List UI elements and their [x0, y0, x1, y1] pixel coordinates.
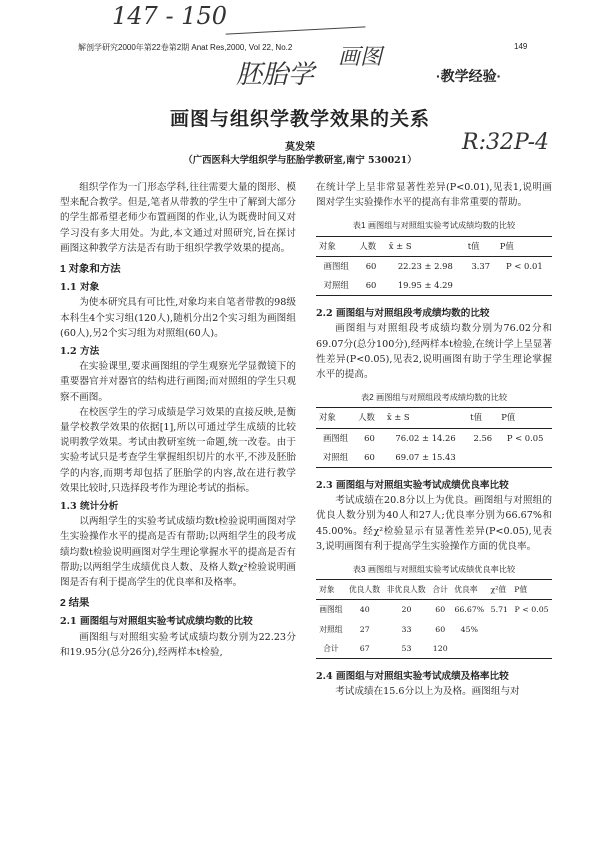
paragraph: 在实验课里,要求画图组的学生观察光学显微镜下的重要器官并对器官的结构进行画图;而对照组的学生只观察不画图。 — [60, 361, 296, 403]
table-cell — [467, 448, 498, 468]
table-cell: 76.02 ± 14.26 — [395, 432, 456, 443]
paper-title: 画图与组织学教学效果的关系 — [169, 108, 430, 130]
table-cell — [487, 620, 511, 639]
table-header: t值 — [467, 408, 498, 428]
table-header: 人数 — [355, 408, 384, 428]
table-cell: 67 — [346, 639, 384, 659]
table-header: P值 — [497, 236, 552, 256]
table-header: χ²值 — [487, 580, 511, 600]
table-header: P值 — [498, 408, 552, 428]
table-header: 优良率 — [451, 580, 487, 600]
handwritten-subject: 胚胎学 — [236, 60, 315, 90]
subsection-heading: 2.1 画图组与对照组实验考试成绩均数的比较 — [60, 616, 253, 628]
paragraph: 考试成绩在20.8分以上为优良。画图组与对照组的优良人数分别为40人和27人;优良率分别为66.67%和45.00%。经χ²检验显示有显著性差异(P<0.05),见表3,说明画图有利于提高学生实验操作方面的优良率。 — [316, 495, 552, 552]
table-cell: 20 — [401, 605, 412, 615]
table-header: 合计 — [429, 580, 451, 600]
table-cell: 2.56 — [473, 432, 493, 443]
right-column — [316, 180, 552, 699]
page-number: 149 — [514, 42, 528, 51]
subsection-heading: 2.4 画图组与对照组实验考试成绩及格率比较 — [316, 671, 509, 683]
table-cell: P < 0.01 — [506, 260, 543, 271]
table-row — [316, 276, 552, 296]
table-row — [316, 428, 552, 448]
subsection-heading: 2.2 画图组与对照组段考成绩均数的比较 — [316, 308, 490, 320]
table-cell: 53 — [384, 639, 430, 659]
table-cell: 66.67% — [454, 605, 485, 615]
table-cell: 60 — [435, 605, 446, 615]
handwritten-page-range: 147 - 150 — [112, 2, 227, 30]
table-cell — [511, 639, 552, 659]
table-cell: 60 — [355, 448, 384, 468]
paragraph: 考试成绩在15.6分以上为及格。画图组与对 — [335, 686, 520, 698]
table-cell — [498, 448, 552, 468]
table-cell: 对照组 — [316, 276, 356, 296]
subsection-heading: 1.2 方法 — [60, 346, 100, 358]
table-cell: 40 — [359, 605, 370, 615]
column-label: ·教学经验· — [436, 68, 502, 84]
handwritten-scribble — [224, 4, 365, 34]
table-row — [316, 639, 552, 659]
table-cell: 33 — [401, 624, 412, 634]
table-cell — [511, 620, 552, 639]
table-cell — [465, 276, 497, 296]
paragraph: 在统计学上呈非常显著性差异(P<0.01),见表1,说明画图对学生实验操作水平的提高有非常重要的帮助。 — [316, 182, 552, 209]
subsection-heading: 1.3 统计分析 — [60, 501, 119, 513]
table-header: 人数 — [356, 236, 385, 256]
table-cell: P < 0.05 — [506, 432, 544, 443]
paragraph: 画图组与对照组段考成绩均数分别为76.02分和69.07分(总分100分),经两样本t检验,在统计学上呈显著性差异(P<0.05),见表2,说明画图有助于学生理论掌握水平的提高。 — [316, 323, 552, 381]
table-caption: 表1 画图组与对照组实验考试成绩均数的比较 — [352, 221, 516, 231]
table-cell: P < 0.05 — [514, 605, 549, 615]
table-cell: 对照组 — [316, 448, 355, 468]
paragraph: 以两组学生的实验考试成绩均数t检验说明画图对学生实验操作水平的提高是否有帮助;以两组学生的段考成绩均数t检验说明画图对学生理论掌握水平的提高是否有帮助;以两组学生成绩优良人数、及格人数χ²检验说明画图是否有利于提高学生的优良率和及格率。 — [60, 516, 296, 589]
paragraph: 在校医学生的学习成绩是学习效果的直接反映,是衡量学校教学效果的依据[1],所以可通过学生成绩的比较说明教学效果。考试由教研室统一命题,统一改卷。由于实验考试只是考查学生掌握组织切片的水平,不涉及胚胎学的内容,而期考却包括了胚胎学的内容,故在进行教学效果比较时,只选择段考作为理论考试的指标。 — [60, 406, 296, 494]
table-cell: 3.37 — [471, 260, 491, 271]
handwritten-keyword: 画图 — [338, 45, 383, 70]
table-cell: 60 — [365, 260, 377, 271]
table-header: t值 — [465, 236, 497, 256]
table-header: P值 — [511, 580, 552, 600]
table-cell: 69.07 ± 15.43 — [384, 448, 467, 468]
table-header: x̄ ± S — [386, 236, 465, 256]
table-cell — [451, 639, 487, 659]
table-header: 对象 — [316, 580, 346, 600]
running-header: 解剖学研究2000年第22卷第2期 Anat Res,2000, Vol 22, No.2 — [78, 43, 293, 52]
author: 莫发荣 — [285, 142, 315, 153]
table-header: 优良人数 — [346, 580, 384, 600]
section-heading: 2 结果 — [60, 598, 90, 610]
table-cell: 画图组 — [323, 432, 349, 443]
table-3 — [316, 579, 552, 659]
table-cell: 合计 — [316, 639, 346, 659]
table-header: x̄ ± S — [384, 408, 467, 428]
table-cell: 45% — [460, 624, 479, 634]
table-caption: 表2 画图组与对照组段考成绩均数的比较 — [360, 393, 508, 403]
table-cell — [487, 639, 511, 659]
handwritten-classification: R:32P-4 — [462, 130, 550, 155]
table-1 — [316, 236, 552, 297]
table-row — [316, 600, 552, 620]
left-column — [60, 180, 296, 660]
intro-paragraph: 组织学作为一门形态学科,往往需要大量的图形、模型来配合教学。但是,笔者从带教的学生中了解到大部分的学生都希望老师少布置画图的作业,认为既费时间又对学习没有多大用处。为此,本文通过对照研究,旨在探讨画图这种教学方法是否有助于组织学教学效果的提高。 — [60, 182, 296, 254]
paragraph: 画图组与对照组实验考试成绩均数分别为22.23分和19.95分(总分26分),经两样本t检验, — [60, 631, 296, 658]
table-cell: 5.71 — [490, 605, 509, 615]
table-cell: 19.95 ± 4.29 — [386, 276, 465, 296]
affiliation: （广西医科大学组织学与胚胎学教研室,南宁 530021） — [183, 155, 417, 166]
table-cell: 画图组 — [319, 605, 343, 615]
table-cell: 120 — [429, 639, 451, 659]
table-row — [316, 620, 552, 639]
table-header: 对象 — [316, 236, 356, 256]
table-cell: 画图组 — [323, 260, 349, 271]
table-cell: 27 — [359, 624, 370, 634]
section-heading: 1 对象和方法 — [60, 264, 121, 276]
table-caption: 表3 画图组与对照组实验考试成绩优良率比较 — [352, 565, 516, 575]
subsection-heading: 2.3 画图组与对照组实验考试成绩优良率比较 — [316, 480, 509, 492]
table-cell: 22.23 ± 2.98 — [397, 260, 453, 271]
table-cell — [497, 276, 552, 296]
table-header: 对象 — [316, 408, 355, 428]
table-cell: 对照组 — [319, 624, 343, 634]
table-cell: 60 — [435, 624, 446, 634]
subsection-heading: 1.1 对象 — [60, 282, 100, 294]
table-2 — [316, 407, 552, 468]
table-header: 非优良人数 — [384, 580, 430, 600]
table-cell: 60 — [356, 276, 385, 296]
table-row — [316, 256, 552, 276]
table-row — [316, 448, 552, 468]
paragraph: 为使本研究具有可比性,对象均来自笔者带教的98级本科生4个实习组(120人),随机分出2个实习组为画图组(60人),另2个实习组为对照组(60人)。 — [60, 297, 296, 339]
table-cell: 60 — [364, 432, 375, 443]
